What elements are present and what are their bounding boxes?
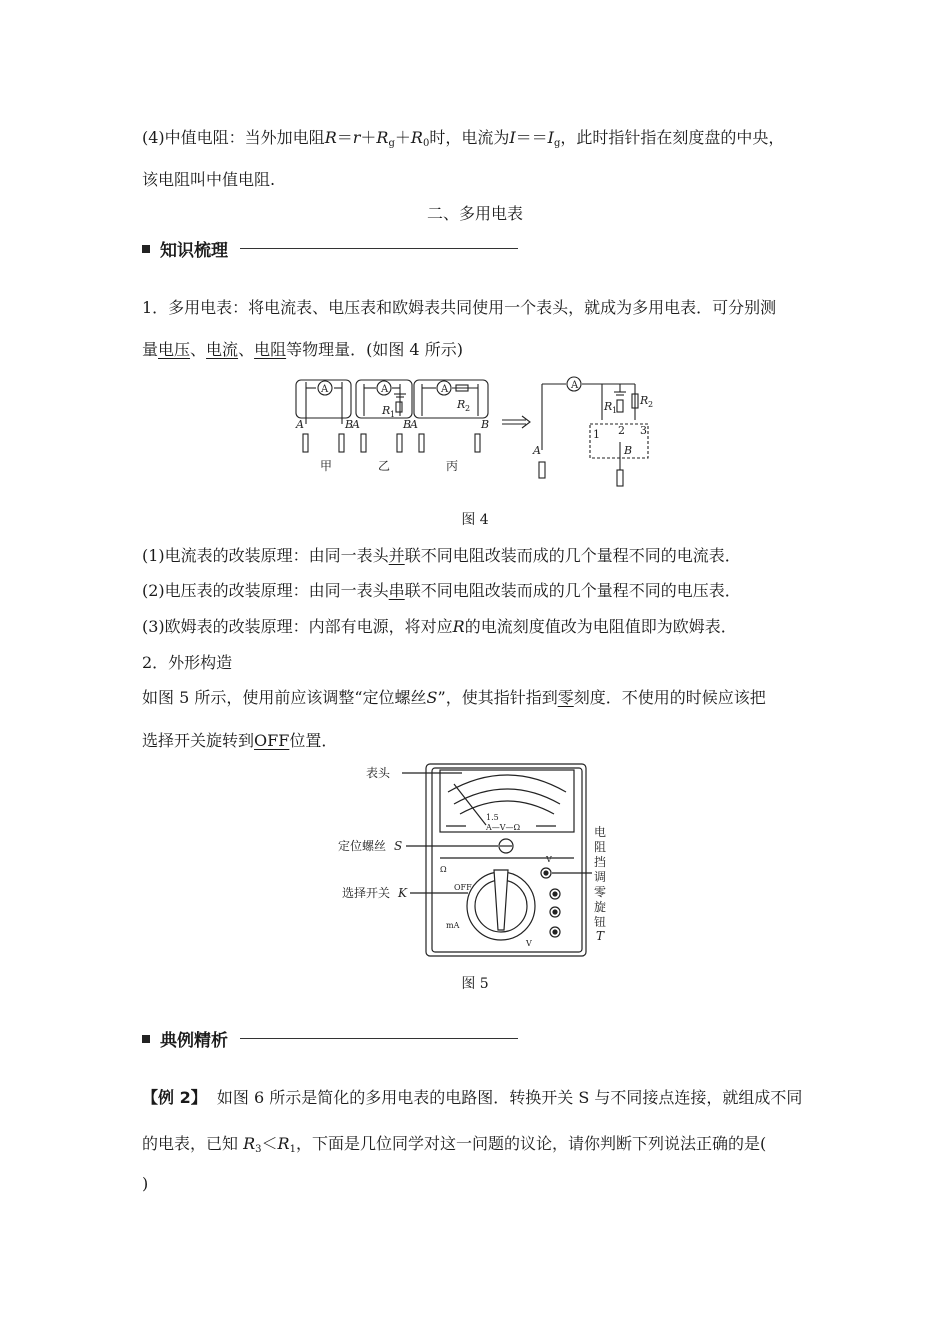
svg-text:2: 2 [465, 404, 471, 413]
heading-square-icon [142, 245, 150, 253]
median-resistance-line2: 该电阻叫中值电阻. [142, 170, 276, 189]
svg-text:V: V [526, 939, 532, 948]
svg-text:钮: 钮 [594, 915, 607, 929]
item2-heading: 2．外形构造 [142, 653, 233, 672]
svg-text:A: A [441, 384, 449, 395]
example-heading [142, 1026, 518, 1051]
figure-5-multimeter [336, 760, 626, 960]
svg-text:1: 1 [593, 428, 600, 441]
svg-text:mA: mA [446, 921, 460, 930]
svg-text:T: T [596, 929, 605, 943]
svg-text:R: R [640, 394, 649, 407]
section-title: 二、多用电表 [426, 204, 523, 223]
svg-text:3: 3 [640, 424, 647, 437]
heading-square-icon [142, 1035, 150, 1043]
knowledge-heading-text: 知识梳理 [160, 241, 228, 261]
construct-line2: 选择开关旋转到OFF位置． [142, 731, 338, 750]
svg-text:B: B [403, 418, 412, 431]
svg-text:2: 2 [648, 400, 654, 409]
svg-text:R: R [457, 398, 466, 411]
figure-5-caption: 图 5 [461, 976, 489, 992]
svg-text:挡: 挡 [594, 855, 607, 869]
svg-text:A: A [571, 380, 579, 391]
svg-text:乙: 乙 [378, 459, 391, 473]
svg-text:2: 2 [618, 424, 625, 437]
svg-text:旋: 旋 [594, 900, 607, 914]
svg-text:R: R [382, 404, 391, 417]
svg-text:调: 调 [594, 870, 607, 884]
heading-rule [240, 1038, 518, 1039]
svg-text:B: B [345, 418, 354, 431]
svg-text:1.5: 1.5 [486, 813, 499, 822]
svg-text:B: B [624, 444, 633, 457]
knowledge-heading [142, 236, 518, 261]
heading-rule [240, 248, 518, 249]
svg-text:V: V [546, 855, 552, 864]
svg-text:OFF: OFF [454, 883, 472, 892]
principle-voltmeter: (2)电压表的改装原理：由同一表头串联不同电阻改装而成的几个量程不同的电压表． [142, 581, 741, 600]
svg-text:A: A [352, 418, 360, 431]
median-resistance-line1: (4)中值电阻：当外加电阻$R=r+R_g+R_0$时，电流为$I==I_g$，此时指针指在刻度盘的中央， [142, 128, 785, 149]
item1-line1: 1．多用电表：将电流表、电压表和欧姆表共同使用一个表头，就成为多用电表．可分别测 [142, 298, 777, 317]
svg-text:电: 电 [594, 825, 607, 839]
example-heading-text: 典例精析 [160, 1031, 228, 1051]
figure-4-caption: 图 4 [461, 512, 489, 528]
svg-text:A: A [321, 384, 329, 395]
svg-text:A: A [410, 418, 418, 431]
svg-text:零: 零 [594, 885, 607, 899]
svg-text:Ω: Ω [440, 865, 447, 874]
example-line2: 的电表，已知 $R_3<R_1$，下面是几位同学对这一问题的议论，请你判断下列说法正确的是( [142, 1134, 767, 1155]
svg-text:A: A [296, 418, 304, 431]
svg-text:表头: 表头 [366, 766, 391, 780]
svg-text:甲: 甲 [320, 459, 333, 473]
svg-text:S: S [394, 839, 403, 853]
construct-line1: 如图 5 所示，使用前应该调整“定位螺丝S”，使其指针指到零刻度．不使用的时候应该把 [142, 688, 766, 707]
svg-text:B: B [481, 418, 490, 431]
example-line1: 【例 2】 如图 6 所示是简化的多用电表的电路图．转换开关 S 与不同接点连接，就组成不同 [142, 1088, 803, 1107]
example-line3: ) [142, 1174, 149, 1193]
svg-text:A—V—Ω: A—V—Ω [486, 823, 521, 832]
principle-ohmmeter: (3)欧姆表的改装原理：内部有电源，将对应R的电流刻度值改为电阻值即为欧姆表． [142, 617, 737, 636]
svg-text:A: A [381, 384, 389, 395]
svg-text:1: 1 [390, 410, 396, 419]
svg-text:定位螺丝: 定位螺丝 [338, 839, 387, 853]
svg-text:A: A [533, 444, 541, 457]
svg-text:阻: 阻 [594, 840, 607, 854]
svg-text:选择开关: 选择开关 [342, 886, 391, 900]
svg-text:丙: 丙 [446, 459, 459, 473]
svg-text:R: R [604, 400, 613, 413]
principle-ammeter: (1)电流表的改装原理：由同一表头并联不同电阻改装而成的几个量程不同的电流表． [142, 546, 741, 565]
svg-text:K: K [398, 886, 407, 900]
svg-text:1: 1 [612, 406, 618, 415]
item1-line2: 量电压、电流、电阻等物理量．(如图 4 所示) [142, 340, 463, 359]
figure-4-circuit [290, 372, 670, 490]
